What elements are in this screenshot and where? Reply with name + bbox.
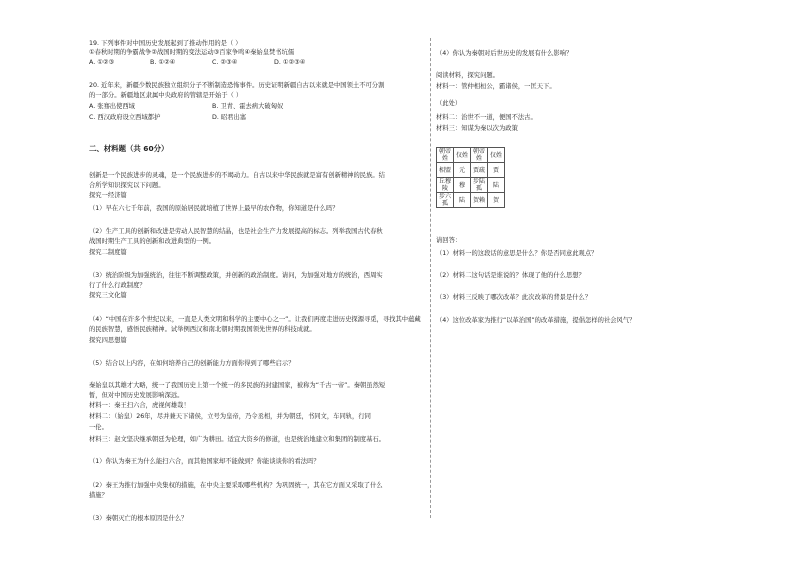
q19-stem: 19. 下列事件对中国历史发展起到了推动作用的是（ ） [89,40,242,47]
q20-option-c: C. 西汉政府设立西域都护 [89,114,161,121]
question-2-line-3: 探究二制度篇 [89,249,127,256]
sub-question-2-line-1: （2）秦王为推行加强中央集权的措施，在中央主要采取哪些机构？为巩固统一，其在它方面又采取了什么 [89,482,383,489]
qin-material-2: 材料二：（始皇）26年，尽并兼天下诸侯，立号为皇帝，乃令丞相，并为朝廷，书同文，车同轨，行同 [89,413,371,420]
answer-question-2: （2）材料二这句话是谁说的？体现了他的什么思想？ [436,272,585,279]
answer-question-4: （4）这位改革家为推行“以革治国”的改革措施，提倡怎样的社会风气？ [436,317,636,324]
intro-line-3: 探究一经济篇 [89,192,127,199]
qin-material-3: 材料三：赵文坚决继承朝廷为伦理，如广为耕田。适宜大资乡的修道，也是统治地建立和集团的制度基石。 [89,436,385,443]
q20-stem-2: 的一部分。新疆地区隶属中央政府的管辖是开始于（ ） [89,92,243,99]
right-material-1: 材料一：管仲相桓公，霸诸侯，一匡天下。 [436,83,556,90]
table-cell: 陆 [454,193,471,208]
right-material-2: 材料二：治世不一道，便国不法古。 [436,114,537,121]
table-cell: 穆 [454,178,471,193]
surname-table [436,147,505,208]
sub-question-3: （3）秦朝灭亡的根本原因是什么？ [89,515,188,522]
answer-question-1: （1）材料一的这段话的意思是什么？你是否同意此观点？ [436,250,598,257]
table-cell: 元 [454,163,471,178]
qin-intro-line-1: 秦始皇以其雄才大略，统一了我国历史上第一个统一的多民族的封建国家，被称为“千古一帝”。秦朝虽然短 [89,382,386,389]
qin-material-2-cont: 一伦。 [89,424,108,431]
answer-title: 请回答： [436,237,462,244]
q19-option-d: D. ①②③④ [274,59,306,66]
q19-items: ①春秋时期的争霸战争②战国时期的变法运动③百家争鸣④秦始皇焚书坑儒 [89,49,295,56]
q19-option-c: C. ②③④ [212,59,238,66]
table-cell: 仅姓 [454,148,471,163]
table-row [437,163,505,178]
question-3-line-3: 探究三文化篇 [89,292,127,299]
sub-question-1: （1）你认为秦王为什么能扫六合，而其他国家却不能做到？你能谈谈你的看法吗？ [89,458,320,465]
section-title: 二、材料题（共 60分） [89,144,169,153]
intro-line-1: 创新是一个民族进步的灵魂，是一个民族进步的不竭动力。自古以来中华民族就是富有创新精神的民族。结 [89,172,385,179]
right-question-4: （4）你认为秦朝对后世历史的发展有什么影响？ [436,50,573,57]
qin-material-1: 材料一：秦王扫六合，虎视何雄哉！ [89,402,190,409]
column-divider [430,38,431,518]
table-cell: 丘穆陵 [437,178,454,193]
q20-option-a: A. 张骞出使西域 [89,103,135,110]
question-2-line-1: （2）生产工具的创新和改进是劳动人民智慧的结晶，也是社会生产力发展提高的标志。列举我国古代春秋 [89,228,383,235]
question-3-line-1: （3）统治阶级为加强统治，往往不断调整政策，并创新的政治制度。请问，为加强对地方的统治，西周实 [89,272,383,279]
table-cell: 陆 [488,178,505,193]
right-note: （此处） [436,100,462,107]
qin-intro-line-2: 暂，但对中国历史发展影响深远。 [89,392,184,399]
table-cell: 贺赖 [471,193,488,208]
question-4-line-3: 探究四思想篇 [89,337,127,344]
question-3-line-2: 行了什么行政制度？ [89,282,146,289]
question-5: （5）结合以上内容，在如何培养自己的创新能力方面你得到了哪些启示？ [89,360,295,367]
table-cell: 步六孤 [437,193,454,208]
question-1: （1）早在六七千年前，我国的原始居民就培植了世界上最早的农作物，你知道是什么吗？ [89,205,339,212]
table-row [437,193,505,208]
intro-line-2: 合所学知识探究以下问题。 [89,182,165,189]
table-cell: 朝帝姓 [437,148,454,163]
table-cell: 步陆孤 [471,178,488,193]
q20-option-b: B. 卫青、霍去病大破匈奴 [212,103,284,110]
table-cell: 朝帝姓 [471,148,488,163]
q20-stem: 20. 近年来，新疆少数民族独立组织分子不断制造恐怖事件。历史证明新疆自古以来就是中国领土不可分割 [89,82,385,89]
answer-question-3: （3）材料三反映了哪次改革？此次改革的背景是什么？ [436,294,592,301]
table-cell: 相盟 [437,163,454,178]
question-4-line-1: （4）“中国在许多个世纪以来，一直是人类文明和科学的主要中心之一”。让我们再度走进历史探源寻觅，寻找其中蕴藏 [89,316,421,323]
table-cell: 贾 [488,163,505,178]
table-cell: 贺 [488,193,505,208]
q19-option-b: B. ①②④ [150,59,176,66]
right-intro-line-1: 阅读材料，探究问题。 [436,72,499,79]
table-cell: 贾疏 [471,163,488,178]
q19-option-a: A. ①②③ [89,59,115,66]
q20-option-d: D. 昭君出塞 [212,114,247,121]
question-4-line-2: 的民族智慧，感悟民族精神。试举例西汉和南北朝时期我国领先世界的科技成就。 [89,326,316,333]
table-row [437,178,505,193]
question-2-line-2: 战国时期生产工具的创新和改进典型的一例。 [89,238,215,245]
right-material-3: 材料三：知谋为秦以次为政策 [436,125,518,132]
table-row [437,148,505,163]
sub-question-2-line-2: 措施？ [89,492,108,499]
table-cell: 仅姓 [488,148,505,163]
